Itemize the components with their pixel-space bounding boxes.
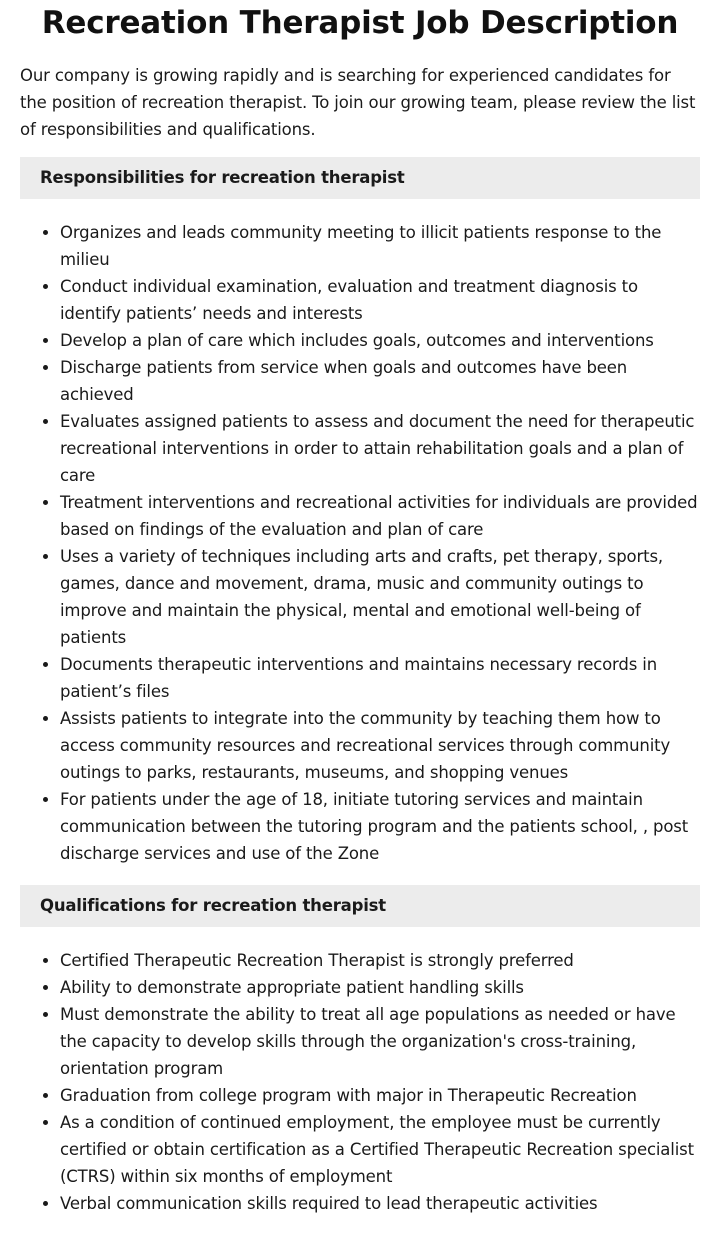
- qualifications-list: [20, 947, 700, 1217]
- list-item: • Evaluates assigned patients to assess and document the need for therapeutic recreational interventions in order to attain rehabilitation goals and a plan of care: [60, 408, 700, 489]
- list-item: • Ability to demonstrate appropriate patient handling skills: [60, 974, 700, 1001]
- list-item: • Assists patients to integrate into the community by teaching them how to access community resources and recreational services through community outings to parks, restaurants, museums, and shopping venues: [60, 705, 700, 786]
- list-item: • Documents therapeutic interventions and maintains necessary records in patient’s files: [60, 651, 700, 705]
- list-item: • For patients under the age of 18, initiate tutoring services and maintain communication between the tutoring program and the patients school, , post discharge services and use of the Zone: [60, 786, 700, 867]
- list-item: • Organizes and leads community meeting to illicit patients response to the milieu: [60, 219, 700, 273]
- intro-paragraph: Our company is growing rapidly and is searching for experienced candidates for the position of recreation therapist. To join our growing team, please review the list of responsibilities and qualifications.: [20, 66, 696, 139]
- list-item: • Treatment interventions and recreational activities for individuals are provided based on findings of the evaluation and plan of care: [60, 489, 700, 543]
- responsibilities-list: [20, 219, 700, 867]
- page-title: Recreation Therapist Job Description: [41, 5, 679, 41]
- qualifications-heading: Qualifications for recreation therapist: [20, 885, 700, 927]
- list-item: • Certified Therapeutic Recreation Therapist is strongly preferred: [60, 947, 700, 974]
- list-item: • Graduation from college program with major in Therapeutic Recreation: [60, 1082, 700, 1109]
- list-item: • Must demonstrate the ability to treat all age populations as needed or have the capacity to develop skills through the organization's cross-training, orientation program: [60, 1001, 700, 1082]
- list-item: • Uses a variety of techniques including arts and crafts, pet therapy, sports, games, dance and movement, drama, music and community outings to improve and maintain the physical, mental and emotional well-being of patients: [60, 543, 700, 651]
- list-item: • As a condition of continued employment, the employee must be currently certified or obtain certification as a Certified Therapeutic Recreation specialist (CTRS) within six months of employment: [60, 1109, 700, 1190]
- list-item: • Verbal communication skills required to lead therapeutic activities: [60, 1190, 700, 1217]
- list-item: • Develop a plan of care which includes goals, outcomes and interventions: [60, 327, 700, 354]
- list-item: • Discharge patients from service when goals and outcomes have been achieved: [60, 354, 700, 408]
- responsibilities-heading: Responsibilities for recreation therapist: [20, 157, 700, 199]
- list-item: • Conduct individual examination, evaluation and treatment diagnosis to identify patients’ needs and interests: [60, 273, 700, 327]
